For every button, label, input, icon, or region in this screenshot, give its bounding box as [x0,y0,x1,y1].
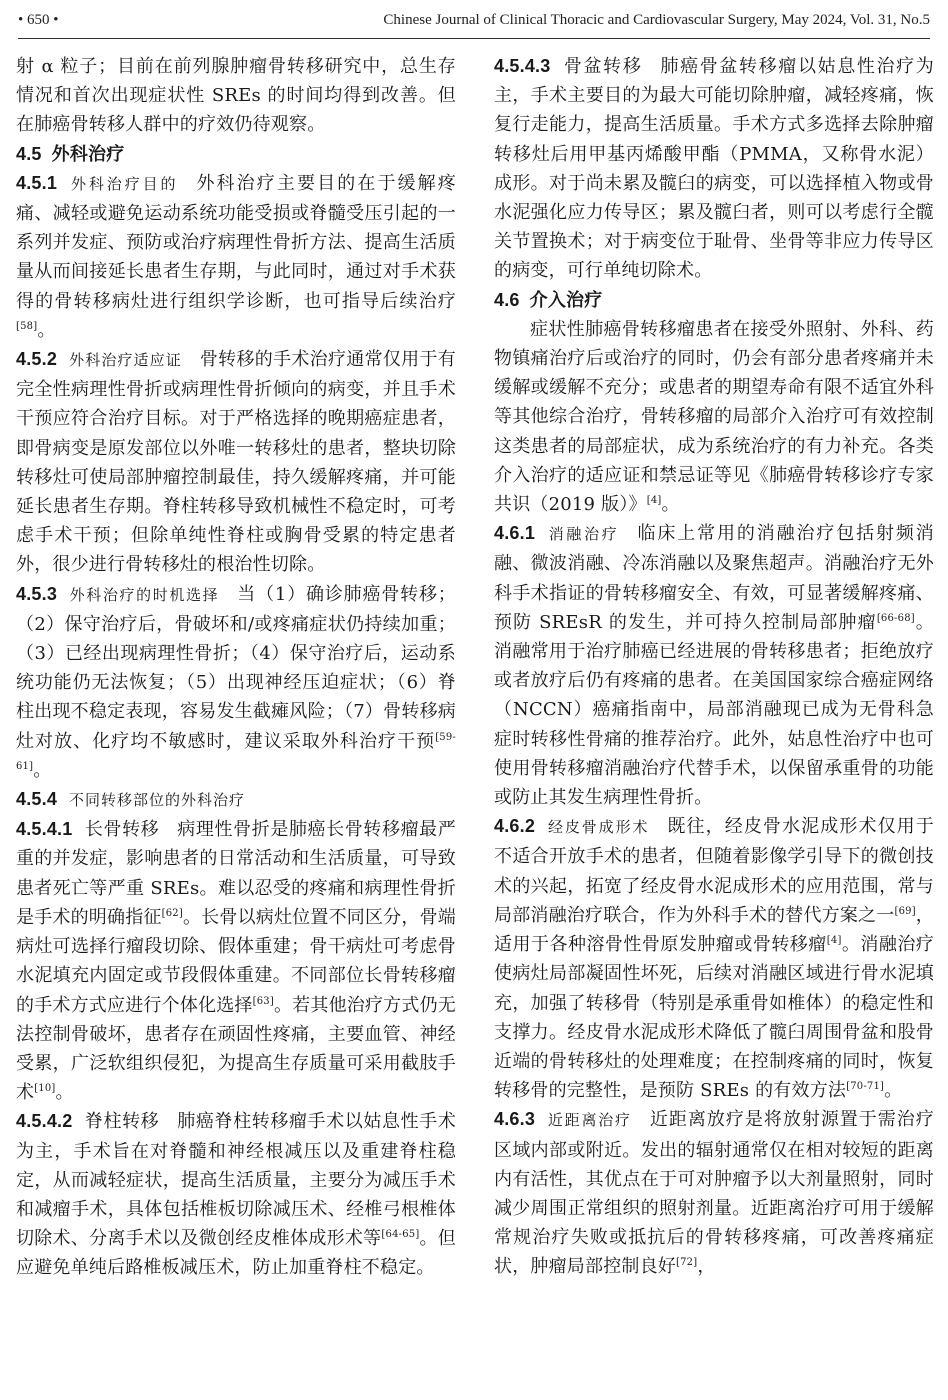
punct: ， [697,1256,716,1278]
subsection-title: 骨盆转移 [562,56,643,77]
subsection-title: 外科治疗适应证 [69,351,182,370]
subsection-text: 肺癌骨盆转移瘤以姑息性治疗为主，手术主要目的为最大可能切除肿瘤，减轻疼痛，恢复行走能力，提高生活质量。手术方式多选择去除肿瘤转移灶后用甲基丙烯酸甲酯（PMMA，又称骨水泥）成形。对于尚未累及髋臼的病变，可以选择植入物或骨水泥强化应力传导区；累及髋臼者，则可以考虑行全髋关节置换术；对于病变位于耻骨、坐骨等非应力传导区的病变，可行单纯切除术。 [494,56,934,282]
subsection-number: 4.5.4.2 [16,1111,73,1132]
subsection-text: ，适用于各种溶骨性骨原发肿瘤或骨转移瘤 [494,904,934,956]
subsection-number: 4.6.3 [494,1109,536,1130]
paragraph-radium [16,52,456,140]
journal-citation: Chinese Journal of Clinical Thoracic and Cardiovascular Surgery, May 2024, Vol. 31, No.5 [383,12,930,28]
section-number: 4.5 [16,143,42,164]
subsection-4-5-4 [16,785,456,815]
subsection-text: 临床上常用的消融治疗包括射频消融、微波消融、冷冻消融以及聚焦超声。消融治疗无外科手术指证的骨转移瘤安全、有效，可显著缓解疼痛、预防 SREsR 的发生，并可持久控制局部肿瘤 [494,523,934,633]
subsection-text: 病理性骨折是肺癌长骨转移瘤最严重的并发症，影响患者的日常活动和生活质量，可导致患者死亡等严重 SREs。难以忍受的疼痛和病理性骨折是手术的明确指征 [16,819,456,928]
running-header [18,12,930,36]
citation-ref: [4] [826,935,842,947]
subsection-number: 4.5.1 [16,172,58,193]
subsection-4-5-3 [16,580,456,785]
subsection-title: 外科治疗的时机选择 [69,585,220,604]
header-rule [18,38,930,39]
citation-ref: [4] [646,495,662,507]
subsection-number: 4.5.4.3 [494,56,551,76]
punct: 。 [55,1082,74,1104]
subsection-4-6-1 [494,519,934,812]
subsection-4-5-4-1 [16,815,456,1107]
punct: 。 [661,494,680,516]
subsection-text: 。消融常用于治疗肺癌已经进展的骨转移患者；拒绝放疗或者放疗后仍有疼痛的患者。在美国国家综合癌症网络（NCCN）癌痛指南中，局部消融现已成为无骨科急症时转移性骨痛的推荐治疗。此外，姑息性治疗中也可使用骨转移瘤消融治疗代替手术，以保留承重骨的功能或防止其发生病理性骨折。 [494,611,935,809]
subsection-number: 4.6.2 [494,816,536,837]
subsection-title: 脊柱转移 [84,1111,160,1133]
citation-ref: [62] [161,907,183,919]
citation-ref: [69] [894,905,916,917]
right-column [494,52,934,1282]
subsection-4-5-4-3 [494,52,934,286]
subsection-number: 4.5.4 [16,789,58,810]
subsection-text: 骨转移的手术治疗通常仅用于有完全性病理性骨折或病理性骨折倾向的病变，并且手术干预应符合治疗目标。对于严格选择的晚期癌症患者，即骨病变是原发部位以外唯一转移灶的患者，整块切除转移灶可使局部肿瘤控制最佳，持久缓解疼痛，并可能延长患者生存期。脊柱转移导致机械性不稳定时，可考虑手术干预；但除单纯性脊柱或胸骨受累的特定患者外，很少进行骨转移灶的根治性切除。 [16,349,456,576]
citation-ref: [72] [676,1257,698,1269]
subsection-4-6-2 [494,812,934,1105]
punct: 。 [33,759,52,781]
subsection-text: 近距离放疗是将放射源置于需治疗区域内部或附近。发出的辐射通常仅在相对较短的距离内有活性，其优点在于可对肿瘤予以大剂量照射，同时减少周围正常组织的照射剂量。近距离治疗可用于缓解常规治疗失败或抵抗后的骨转移疼痛，可改善疼痛症状，肿瘤局部控制良好 [494,1109,934,1278]
subsection-text: 。长骨以病灶位置不同区分，骨端病灶可选择行瘤段切除、假体重建；骨干病灶可考虑骨水泥填充内固定或节段假体重建。不同部位长骨转移瘤的手术方式应进行个体化选择 [16,906,456,1016]
citation-ref: [10] [34,1083,56,1095]
subsection-number: 4.5.2 [16,349,58,370]
citation-ref: [63] [252,995,274,1007]
section-title: 外科治疗 [51,143,125,165]
page-number: • 650 • [18,12,59,28]
subsection-4-5-1 [16,169,456,345]
subsection-title: 长骨转移 [84,819,160,841]
subsection-number: 4.5.4.1 [16,819,73,840]
citation-ref: [58] [16,320,38,332]
subsection-4-6-3 [494,1105,934,1281]
subsection-text: 。但应避免单纯后路椎板减压术，防止加重脊柱不稳定。 [16,1228,456,1279]
section-number: 4.6 [494,289,520,310]
subsection-text: 当（1）确诊肺癌骨转移；（2）保守治疗后，骨破坏和/或疼痛症状仍持续加重；（3）已经出现病理性骨折；（4）保守治疗后，运动系统功能仍无法恢复；（5）出现神经压迫症状；（6）脊柱出现不稳定表现，容易发生截瘫风险；（7）骨转移病灶对放、化疗均不敏感时，建议采取外科治疗干预 [16,583,456,752]
section-heading-4-5 [16,140,456,169]
subsection-number: 4.5.3 [16,583,58,604]
subsection-4-5-2 [16,345,456,580]
subsection-title: 近距离治疗 [547,1111,632,1130]
citation-ref: [66-68] [876,612,915,624]
paragraph-text: 射 α 粒子；目前在前列腺肿瘤骨转移研究中，总生存情况和首次出现症状性 SREs 的时间均得到改善。但在肺癌骨转移人群中的疗效仍待观察。 [16,56,456,136]
subsection-text: 既往，经皮骨水泥成形术仅用于不适合开放手术的患者，但随着影像学引导下的微创技术的兴起，拓宽了经皮骨水泥成形术的应用范围，常与局部消融治疗联合，作为外科手术的替代方案之一 [494,816,934,926]
subsection-title: 外科治疗目的 [69,174,179,193]
citation-ref: [59-61] [16,731,456,772]
subsection-text: 外科治疗主要目的在于缓解疼痛、减轻或避免运动系统功能受损或脊髓受压引起的一系列并发症、预防或治疗病理性骨折方法、提高生活质量从而间接延长患者生存期，与此同时，通过对手术获得的骨转移病灶进行组织学诊断，也可指导后续治疗 [16,172,456,312]
subsection-number: 4.6.1 [494,523,536,544]
paragraph-intervention [494,315,934,519]
subsection-text: 。若其他治疗方式仍无法控制骨破坏，患者存在顽固性疼痛，主要血管、神经受累，广泛软组织侵犯，为提高生存质量可采用截肢手术 [16,994,456,1104]
subsection-text: 肺癌脊柱转移瘤手术以姑息性手术为主，手术旨在对脊髓和神经根减压以及重建脊柱稳定，从而减轻症状，提高生活质量，主要分为减压手术和减瘤手术，具体包括椎板切除减压术、经椎弓根椎体切除术、分离手术以及微创经皮椎体成形术等 [16,1111,456,1250]
citation-ref: [64-65] [381,1229,420,1241]
left-column [16,52,456,1283]
punct: 。 [884,1080,903,1102]
citation-ref: [70-71] [846,1081,885,1093]
subsection-title: 不同转移部位的外科治疗 [69,791,246,810]
subsection-title: 消融治疗 [547,525,620,544]
subsection-text: 。消融治疗使病灶局部凝固性坏死，后续对消融区域进行骨水泥填充，加强了转移骨（特别是承重骨如椎体）的稳定性和支撑力。经皮骨水泥成形术降低了髋臼周围骨盆和股骨近端的骨转移灶的处理难度；在控制疼痛的同时，恢复转移骨的完整性，是预防 SREs 的有效方法 [494,934,935,1102]
subsection-4-5-4-2 [16,1107,456,1282]
section-title: 介入治疗 [529,289,603,311]
subsection-title: 经皮骨成形术 [547,818,650,837]
punct: 。 [37,319,56,341]
paragraph-text: 症状性肺癌骨转移瘤患者在接受外照射、外科、药物镇痛治疗后或治疗的同时，仍会有部分患者疼痛并未缓解或缓解不充分；或患者的期望寿命有限不适宜外科等其他综合治疗，骨转移瘤的局部介入治疗可有效控制这类患者的局部症状，成为系统治疗的有力补充。各类介入治疗的适应证和禁忌证等见《肺癌骨转移诊疗专家共识（2019 版）》 [494,318,934,516]
section-heading-4-6 [494,286,934,315]
